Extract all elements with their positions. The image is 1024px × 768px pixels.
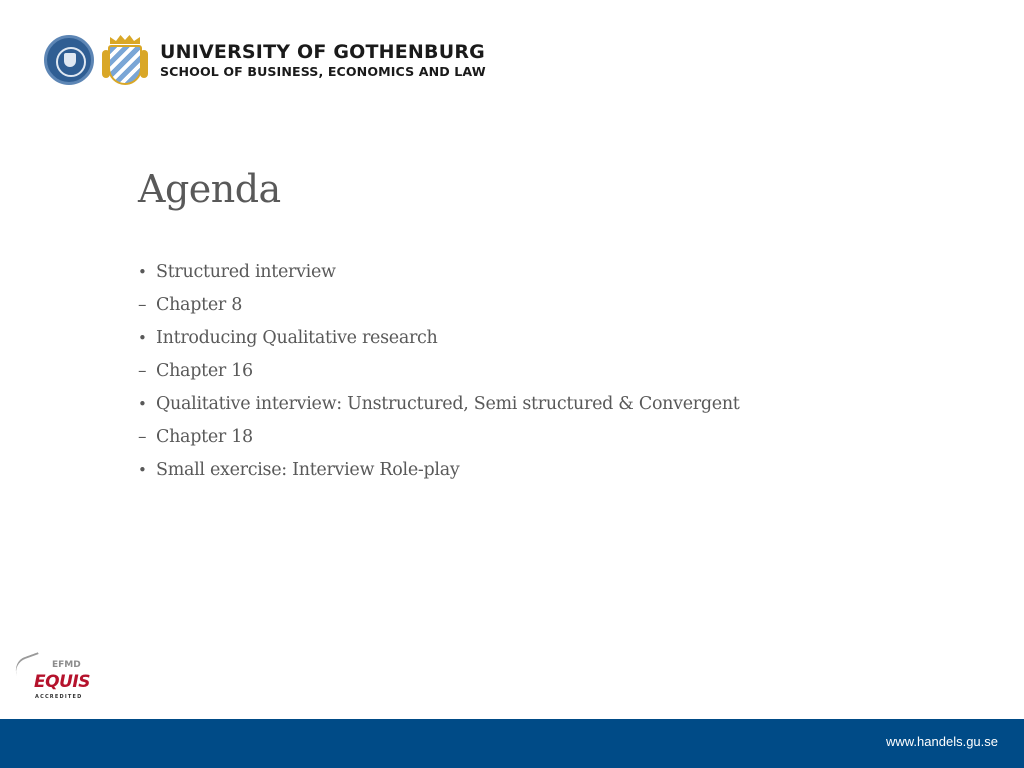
bullet-marker: • bbox=[138, 263, 147, 281]
agenda-subitem bbox=[138, 427, 740, 460]
agenda-subitem-text: Chapter 8 bbox=[156, 295, 243, 315]
agenda-subitem-text: Chapter 18 bbox=[156, 427, 253, 447]
agenda-item-text: Introducing Qualitative research bbox=[156, 328, 438, 348]
footer-url: www.handels.gu.se bbox=[885, 734, 998, 749]
bullet-marker: • bbox=[138, 329, 147, 347]
footer-bar bbox=[0, 719, 1024, 768]
agenda-item bbox=[138, 328, 740, 361]
university-header bbox=[44, 34, 486, 86]
university-name: UNIVERSITY OF GOTHENBURG bbox=[160, 40, 485, 63]
agenda-list bbox=[138, 262, 740, 493]
agenda-item-text: Structured interview bbox=[156, 262, 336, 282]
equis-accreditation-logo bbox=[16, 652, 88, 704]
equis-label: EQUIS bbox=[34, 672, 90, 692]
dash-marker: – bbox=[138, 295, 147, 315]
university-seal-logo bbox=[44, 35, 94, 85]
school-crest-logo bbox=[102, 34, 148, 86]
agenda-item bbox=[138, 460, 740, 493]
agenda-subitem-text: Chapter 16 bbox=[156, 361, 253, 381]
accredited-label: ACCREDITED bbox=[35, 694, 83, 700]
dash-marker: – bbox=[138, 361, 147, 381]
bullet-marker: • bbox=[138, 395, 147, 413]
agenda-subitem bbox=[138, 295, 740, 328]
agenda-item-text: Qualitative interview: Unstructured, Semi structured & Convergent bbox=[156, 394, 740, 414]
bullet-marker: • bbox=[138, 461, 147, 479]
agenda-subitem bbox=[138, 361, 740, 394]
agenda-item bbox=[138, 262, 740, 295]
agenda-item-text: Small exercise: Interview Role-play bbox=[156, 460, 460, 480]
slide-title: Agenda bbox=[138, 167, 281, 211]
dash-marker: – bbox=[138, 427, 147, 447]
school-name: SCHOOL OF BUSINESS, ECONOMICS AND LAW bbox=[160, 63, 486, 79]
university-wordmark bbox=[160, 41, 486, 80]
agenda-item bbox=[138, 394, 740, 427]
efmd-label: EFMD bbox=[52, 660, 81, 670]
